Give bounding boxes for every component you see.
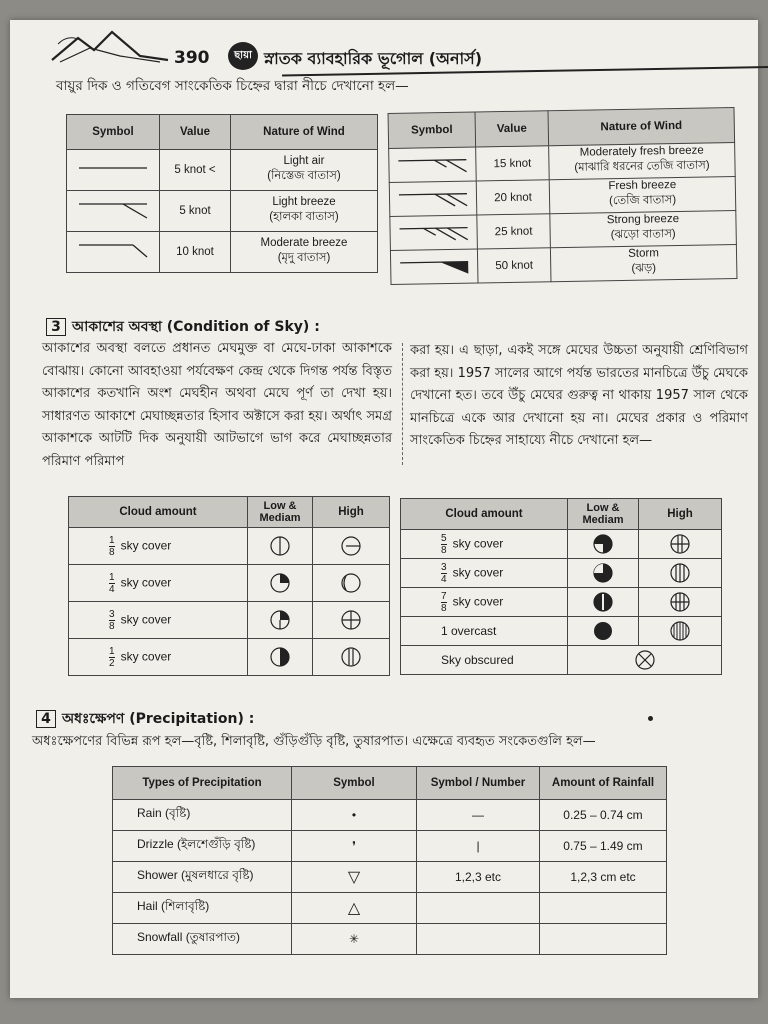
col-header-symbol: Symbol xyxy=(388,112,476,149)
table-row xyxy=(113,800,667,831)
column-divider xyxy=(402,343,403,465)
cloud-high-3-8-icon xyxy=(313,602,390,639)
precipitation-table xyxy=(112,766,667,955)
rain-symbol-icon: • xyxy=(292,800,417,831)
col-header-value: Value xyxy=(475,111,549,147)
table-row xyxy=(401,530,722,559)
col-header-low-medium: Low & Mediam xyxy=(248,497,313,528)
publisher-badge: ছায়া xyxy=(228,42,258,70)
hail-symbol-icon: △ xyxy=(292,893,417,924)
table-row xyxy=(401,559,722,588)
wind-symbol-light-air xyxy=(67,150,160,191)
wind-nature: Light air (নিস্তেজ বাতাস) xyxy=(231,150,378,191)
col-header-high: High xyxy=(639,499,722,530)
wind-symbol-moderate-breeze xyxy=(67,232,160,273)
col-header-symbol: Symbol xyxy=(292,767,417,800)
table-row xyxy=(69,565,390,602)
precip-type: Hail (শিলাবৃষ্টি) xyxy=(113,893,292,924)
wind-value: 5 knot xyxy=(160,191,231,232)
wind-value: 10 knot xyxy=(160,232,231,273)
section-4-intro: অধঃক্ষেপণের বিভিন্ন রূপ হল—বৃষ্টি, শিলাবৃষ্টি, গুঁড়িগুঁড়ি বৃষ্টি, তুষারপাত। এক্ষেত্রে ব্যবহৃত সংকেতগুলি হল— xyxy=(32,734,596,749)
wind-symbol-storm xyxy=(390,249,478,285)
precip-type: Snowfall (তুষারপাত) xyxy=(113,924,292,955)
table-row xyxy=(69,602,390,639)
section-3-para-left: আকাশের অবস্থা বলতে প্রধানত মেঘমুক্ত বা মেঘে-ঢাকা আকাশকে বোঝায়। কোনো আবহাওয়া পর্যবেক্ষণ কেন্দ্র থেকে দিগন্ত পর্যন্ত বিস্তৃত আকাশের কতখানি অংশ মেঘহীন অথবা মেঘে পূর্ণ তা দেখা হয়। সাধারণত আকাশে মেঘাচ্ছন্নতার হিসাব অক্টাসে করা হয়। অর্থাৎ সমগ্র আকাশকে আটটি দিক অনুযায়ী আটভাগে ভাগ করে মেঘাচ্ছন্নতার পরিমাণ পরিমাপ xyxy=(42,341,392,469)
table-row xyxy=(69,528,390,565)
section-4-heading: 4 অধঃক্ষেপণ (Precipitation) : xyxy=(36,707,254,731)
cloud-high-5-8-icon xyxy=(639,530,722,559)
section-3-para-right: করা হয়। এ ছাড়া, একই সঙ্গে মেঘের উচ্চতা অনুযায়ী শ্রেণিবিভাগ করা হয়। 1957 সালের আগে পর্যন্ত ভারতের মানচিত্রে উঁচু মেঘকে দেখানো হত। তবে উঁচু মেঘের গুরুত্ব না থাকায় 1957 সাল থেকে মানচিত্রে একে আর দেখানো হয় না। মেঘের প্রকার ও পরিমাণ সাংকেতিক চিহ্নের সাহায্যে নীচে দেখানো হল— xyxy=(410,343,748,448)
table-row xyxy=(113,893,667,924)
cloud-amount-cell: $\frac{1}{8}$ sky cover xyxy=(69,528,248,565)
precip-type: Rain (বৃষ্টি) xyxy=(113,800,292,831)
section-3-heading: 3 আকাশের অবস্থা (Condition of Sky) : xyxy=(46,315,320,339)
wind-nature: Strong breeze (ঝড়ো বাতাস) xyxy=(550,210,737,247)
cloud-high-1-2-icon xyxy=(313,639,390,676)
cloud-low-1-2-icon xyxy=(248,639,313,676)
table-row xyxy=(67,191,378,232)
precip-symbol-number: | xyxy=(417,831,540,862)
precip-amount: 0.75 – 1.49 cm xyxy=(540,831,667,862)
wind-value: 20 knot xyxy=(476,180,550,215)
cloud-amount-cell: $\frac{3}{8}$ sky cover xyxy=(69,602,248,639)
cloud-high-overcast-icon xyxy=(639,617,722,646)
cloud-low-3-8-icon xyxy=(248,602,313,639)
precip-symbol-number xyxy=(417,893,540,924)
col-header-amount: Amount of Rainfall xyxy=(540,767,667,800)
wind-value: 50 knot xyxy=(477,248,551,283)
wind-value: 5 knot < xyxy=(160,150,231,191)
cloud-amount-cell: $\frac{5}{8}$ sky cover xyxy=(401,530,568,559)
wind-table-right xyxy=(388,107,738,285)
col-header-cloud-amount: Cloud amount xyxy=(401,499,568,530)
col-header-value: Value xyxy=(160,115,231,150)
cloud-high-1-8-icon xyxy=(313,528,390,565)
col-header-cloud-amount: Cloud amount xyxy=(69,497,248,528)
cloud-amount-cell: $\frac{1}{4}$ sky cover xyxy=(69,565,248,602)
wind-symbol-15-knot xyxy=(389,147,477,183)
cloud-amount-cell: Sky obscured xyxy=(401,646,568,675)
wind-value: 15 knot xyxy=(476,146,550,181)
wind-intro-text: বায়ুর দিক ও গতিবেগ সাংকেতিক চিহ্নের দ্বারা নীচে দেখানো হল— xyxy=(56,78,409,94)
cloud-table-right xyxy=(400,498,722,675)
wind-nature: Light breeze (হালকা বাতাস) xyxy=(231,191,378,232)
cloud-amount-cell: 1 overcast xyxy=(401,617,568,646)
wind-symbol-light-breeze xyxy=(67,191,160,232)
page-number: 390 xyxy=(174,48,210,68)
wind-nature: Fresh breeze (তেজি বাতাস) xyxy=(549,176,736,213)
wind-symbol-25-knot xyxy=(390,215,478,251)
table-row xyxy=(401,588,722,617)
precip-type: Shower (মুষলধারে বৃষ্টি) xyxy=(113,862,292,893)
print-speck xyxy=(648,716,653,721)
wind-nature: Storm (ঝড়) xyxy=(550,244,737,281)
wind-nature: Moderate breeze (মৃদু বাতাস) xyxy=(231,232,378,273)
precip-type: Drizzle (ইলশেগুঁড়ি বৃষ্টি) xyxy=(113,831,292,862)
precip-amount xyxy=(540,893,667,924)
table-row xyxy=(113,924,667,955)
wind-symbol-20-knot xyxy=(389,181,477,217)
cloud-amount-cell: $\frac{1}{2}$ sky cover xyxy=(69,639,248,676)
page-header xyxy=(50,26,750,66)
col-header-high: High xyxy=(313,497,390,528)
cloud-low-overcast-icon xyxy=(568,617,639,646)
wind-table-left xyxy=(66,114,378,273)
col-header-low-medium: Low & Mediam xyxy=(568,499,639,530)
wind-nature: Moderately fresh breeze (মাঝারি ধরনের তেজি বাতাস) xyxy=(549,142,736,179)
wind-value: 25 knot xyxy=(477,214,551,249)
shower-symbol-icon: ▽ xyxy=(292,862,417,893)
cloud-amount-cell: $\frac{3}{4}$ sky cover xyxy=(401,559,568,588)
precip-symbol-number: 1,2,3 etc xyxy=(417,862,540,893)
book-title: স্নাতক ব্যাবহারিক ভূগোল (অনার্স) xyxy=(264,49,483,68)
precip-symbol-number xyxy=(417,924,540,955)
precip-symbol-number: — xyxy=(417,800,540,831)
cloud-high-7-8-icon xyxy=(639,588,722,617)
cloud-low-7-8-icon xyxy=(568,588,639,617)
table-row xyxy=(67,232,378,273)
table-row xyxy=(69,639,390,676)
cloud-low-5-8-icon xyxy=(568,530,639,559)
col-header-symbol-number: Symbol / Number xyxy=(417,767,540,800)
drizzle-symbol-icon: ❜ xyxy=(292,831,417,862)
table-row xyxy=(113,862,667,893)
cloud-high-1-4-icon xyxy=(313,565,390,602)
table-row xyxy=(67,150,378,191)
cloud-low-1-8-icon xyxy=(248,528,313,565)
col-header-type: Types of Precipitation xyxy=(113,767,292,800)
col-header-symbol: Symbol xyxy=(67,115,160,150)
cloud-low-1-4-icon xyxy=(248,565,313,602)
precip-amount: 0.25 – 0.74 cm xyxy=(540,800,667,831)
cloud-amount-cell: $\frac{7}{8}$ sky cover xyxy=(401,588,568,617)
table-row xyxy=(401,617,722,646)
cloud-high-3-4-icon xyxy=(639,559,722,588)
precip-amount: 1,2,3 cm etc xyxy=(540,862,667,893)
col-header-nature: Nature of Wind xyxy=(548,107,735,145)
precip-amount xyxy=(540,924,667,955)
col-header-nature: Nature of Wind xyxy=(231,115,378,150)
cloud-table-left xyxy=(68,496,390,676)
table-row xyxy=(401,646,722,675)
cloud-low-3-4-icon xyxy=(568,559,639,588)
table-row xyxy=(390,244,737,284)
sky-obscured-icon xyxy=(568,646,722,675)
snowfall-symbol-icon: ✳ xyxy=(292,924,417,955)
mountain-logo-icon xyxy=(50,26,170,66)
table-row xyxy=(113,831,667,862)
